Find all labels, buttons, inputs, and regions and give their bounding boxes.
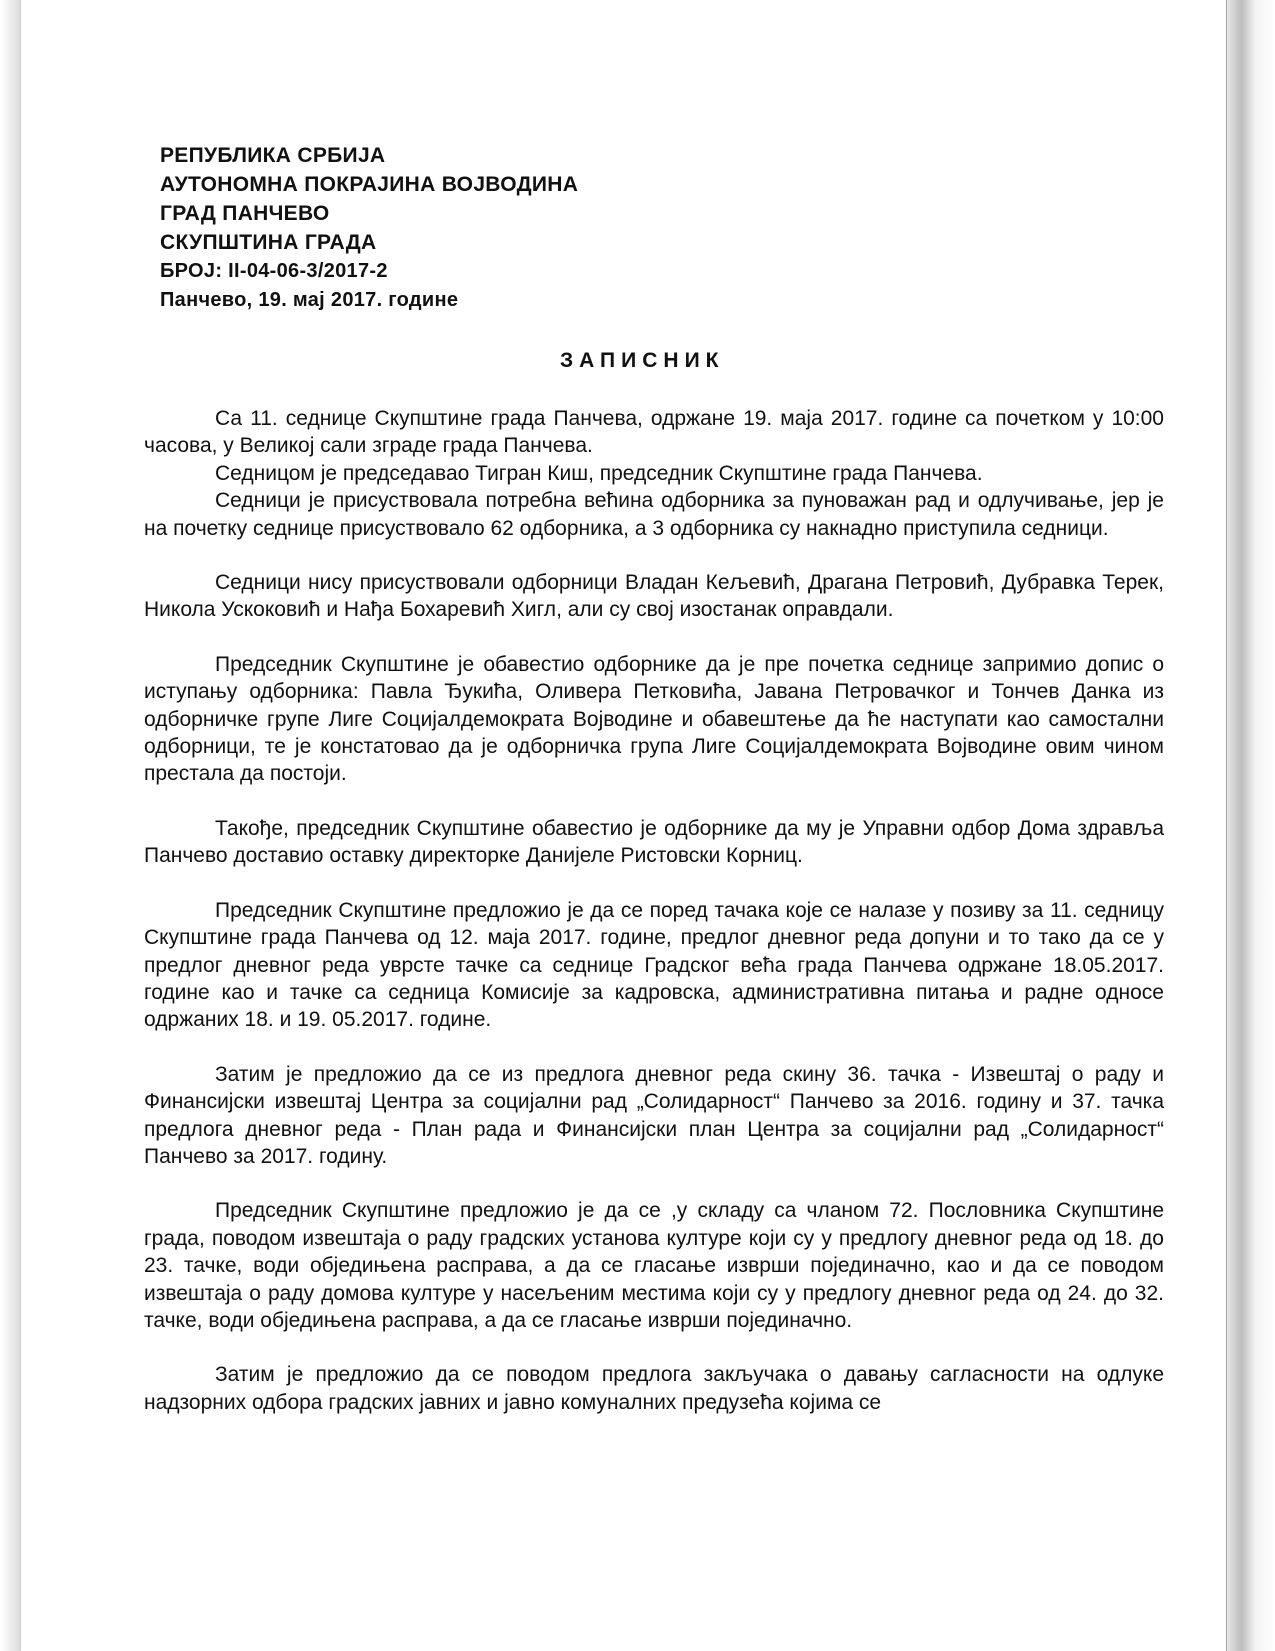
paragraph-quorum: Седници је присуствовала потребна већина одборника за пуноважан рад и одлучивање, јер је на почетку седнице присуствовало 62 одборника, а 3 одборника су накнадно приступила седници. xyxy=(144,489,1164,540)
letterhead-assembly: СКУПШТИНА ГРАДА xyxy=(160,231,377,254)
minutes-body xyxy=(144,405,1164,1416)
paragraph-chair: Седницом је председавао Тигран Киш, председник Скупштине града Панчева. xyxy=(215,461,983,485)
letterhead-province: АУТОНОМНА ПОКРАЈИНА ВОЈВОДИНА xyxy=(160,173,579,196)
scan-edge-right xyxy=(1227,0,1275,1651)
paragraph-resignation: Такође, председник Скупштине обавестио је одборнике да му је Управни одбор Дома здравља Панчево доставио оставку директорке Данијеле Ристовски Корниц. xyxy=(144,816,1164,868)
letterhead-republic: РЕПУБЛИКА СРБИЈА xyxy=(160,144,386,167)
paragraph-group-withdrawal: Председник Скупштине је обавестио одборнике да је пре почетка седнице запримио допис о иступању одборника: Павла Ђукића, Оливера Петковића, Јавана Петровачког и Тончев Данка из одборничке групе Лиге Социјалдемократа Војводине и обавештење да ће наступати као самостални одборници, те је констатовао да је одборничка група Лиге Социјалдемократа Војводине овим чином престала да постоји. xyxy=(144,652,1164,786)
scan-edge-left xyxy=(0,0,20,1651)
paragraph-agenda-amendment: Председник Скупштине предложио је да се поред тачака које се налазе у позиву за 11. седницу Скупштине града Панчева од 12. маја 2017. године, предлог дневног реда допуни и то тако да се у предлог дневног реда уврсте тачке са седнице Градског већа града Панчева одржане 18.05.2017. године као и тачке са седница Комисије за кадровска, административна питања и радне односе одржаних 18. и 19. 05.2017. године. xyxy=(144,898,1164,1032)
paragraph-session-opening: Са 11. седнице Скупштине града Панчева, одржане 19. маја 2017. године са почетком у 10:00 часова, у Великој сали зграде града Панчева. xyxy=(144,407,1164,458)
page-border-left xyxy=(20,0,21,1651)
letterhead xyxy=(160,141,680,315)
paragraph-agenda-removal: Затим је предложио да се из предлога дневног реда скину 36. тачка - Извештај о раду и Финансијски извештај Центра за социјални рад „Солидарност“ Панчево за 2016. годину и 37. тачка предлога дневног реда - План рада и Финансијски план Центра за социјални рад „Солидарност“ Панчево за 2017. годину. xyxy=(144,1062,1164,1168)
paragraph-joint-debate: Председник Скупштине предложио је да се ,у складу са чланом 72. Пословника Скупштине града, поводом извештаја о раду градских установа културе који су у предлогу дневног реда од 18. до 23. тачке, води обједињена расправа, а да се гласање изврши појединачно, као и да се поводом извештаја о раду домова културе у насељеним местима који су у предлогу дневног реда од 24. до 32. тачке, води обједињена расправа, а да се гласање изврши појединачно. xyxy=(144,1199,1164,1332)
letterhead-city: ГРАД ПАНЧЕВО xyxy=(160,202,330,225)
document-title: ЗАПИСНИК xyxy=(560,349,725,372)
paragraph-supervisory-boards: Затим је предложио да се поводом предлога закључака о давању сагласности на одлуке надзорних одбора градских јавних и јавно комуналних предузећа којима се xyxy=(144,1363,1164,1414)
paragraph-absentees: Седници нису присуствовали одборници Владан Кељевић, Драгана Петровић, Дубравка Терек, Никола Ускоковић и Нађа Бохаревић Хигл, али су свој изостанак оправдали. xyxy=(144,571,1164,622)
document-number: БРОЈ: II-04-06-3/2017-2 xyxy=(160,260,388,282)
document-date: Панчево, 19. мај 2017. године xyxy=(160,289,459,311)
